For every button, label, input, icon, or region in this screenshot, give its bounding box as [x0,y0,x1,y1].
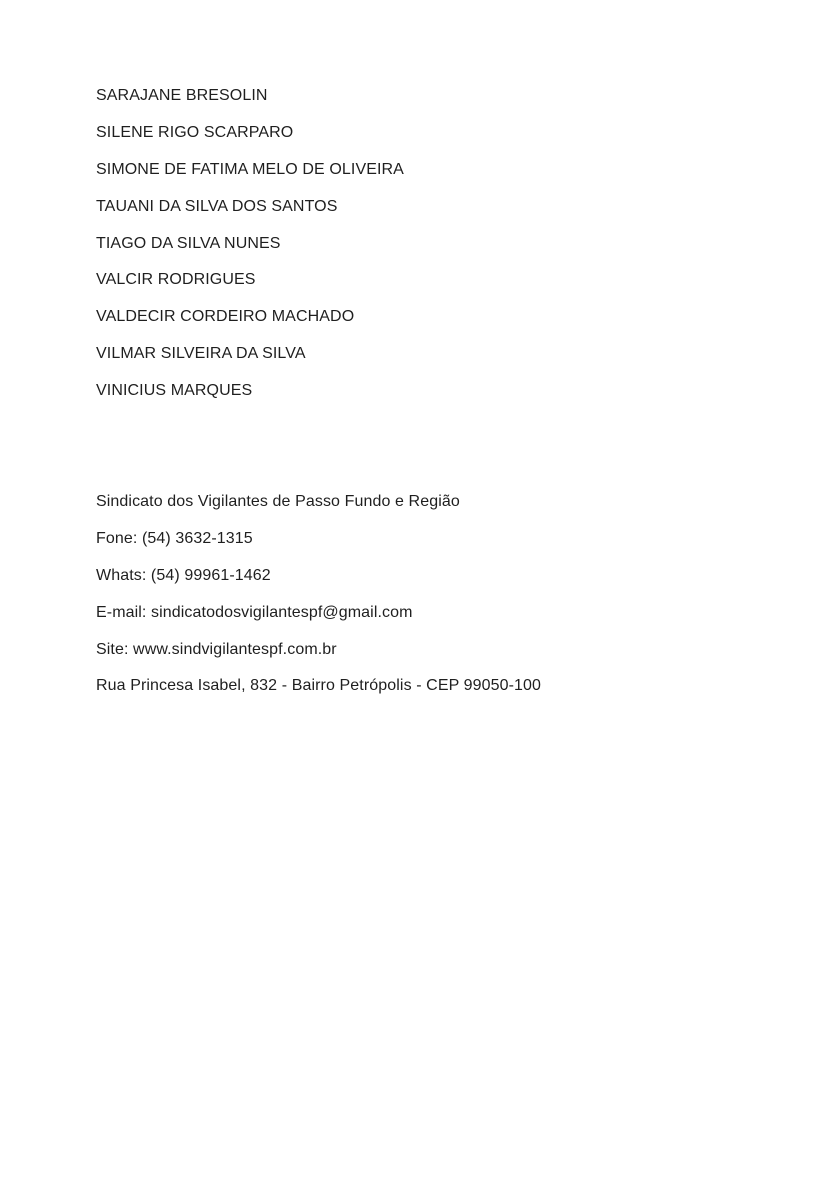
whatsapp-line: Whats: (54) 99961-1462 [96,566,271,584]
member-name: SARAJANE BRESOLIN [96,87,268,104]
member-name: VILMAR SILVEIRA DA SILVA [96,345,306,363]
site-line: Site: www.sindvigilantespf.com.br [96,640,337,658]
address-line: Rua Princesa Isabel, 832 - Bairro Petrópolis - CEP 99050-100 [96,677,542,695]
email-line: E-mail: sindicatodosvigilantespf@gmail.com [96,603,413,621]
member-name: TIAGO DA SILVA NUNES [96,234,281,252]
contact-block [96,490,541,711]
member-name: VALDECIR CORDEIRO MACHADO [96,308,355,326]
phone-line: Fone: (54) 3632-1315 [96,529,253,547]
organization-name: Sindicato dos Vigilantes de Passo Fundo e Região [96,493,460,510]
member-name: VALCIR RODRIGUES [96,271,256,289]
member-name: VINICIUS MARQUES [96,382,253,400]
member-name: SIMONE DE FATIMA MELO DE OLIVEIRA [96,160,404,178]
member-name-list [96,84,404,416]
member-name: SILENE RIGO SCARPARO [96,123,294,141]
member-name: TAUANI DA SILVA DOS SANTOS [96,197,338,215]
